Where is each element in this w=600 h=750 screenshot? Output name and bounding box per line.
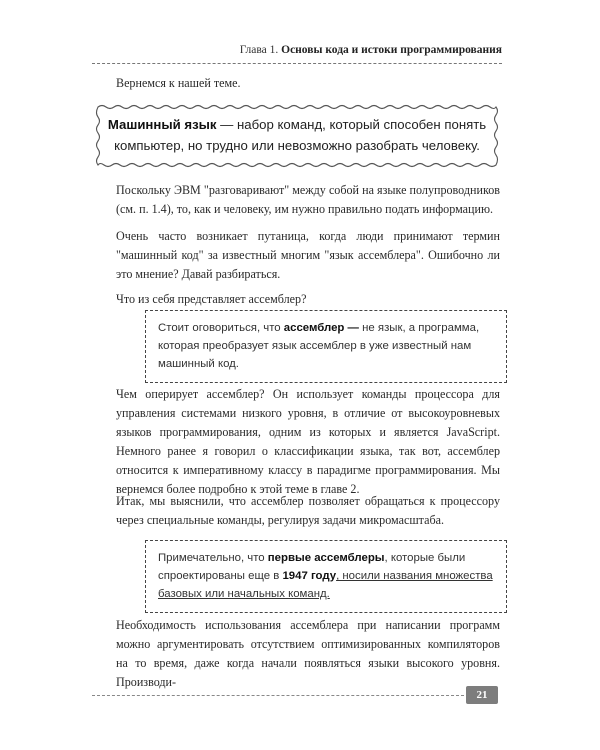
paragraph-3: Что из себя представляет ассемблер?	[116, 292, 307, 306]
note1-before: Стоит оговориться, что	[158, 322, 284, 334]
paragraph-1: Поскольку ЭВМ "разговаривают" между собой на языке полупроводников (см. п. 1.4), то, как и человеку, им нужно правильно подать информацию.	[116, 183, 500, 216]
page-number-badge: 21	[466, 686, 498, 704]
definition-text	[100, 114, 494, 156]
footer-divider	[92, 695, 464, 696]
note-box-first-assemblers	[145, 540, 507, 613]
paragraph-2: Очень часто возникает путаница, когда люди принимают термин "машинный код" за известный многим "язык ассемблера". Ошибочно ли это мнение? Давай разбираться.	[116, 229, 500, 281]
note2-bold2: 1947 году	[282, 570, 337, 582]
note1-after: не язык, а программа, которая преобразует язык ассемблер в уже известный нам машинный код.	[158, 322, 480, 370]
note-box-assembler	[145, 310, 507, 383]
chapter-title: Основы кода и истоки программирования	[281, 44, 502, 56]
paragraph-4: Чем оперирует ассемблер? Он использует команды процессора для управления системами низкого уровня, в отличие от высокоуровневых языков программирования, одним из которых и является JavaScript. Немного ранее я говорил о классификации языка, так вот, ассемблер относится к императивному классу в парадигме программирования. Мы вернемся более подробно к этой теме в главе 2.	[116, 387, 500, 496]
paragraph-6: Необходимость использования ассемблера при написании программ можно аргументировать отсутствием оптимизированных компиляторов на то время, даже когда начали появляться языки высокого уровня. Производи-	[116, 618, 500, 689]
chapter-label: Глава 1.	[239, 44, 279, 56]
note2-part3: , носили названия множества базовых или начальных команд.	[158, 570, 493, 600]
note2-bold1: первые ассемблеры	[267, 552, 385, 564]
definition-term: Машинный язык	[107, 117, 217, 132]
paragraph-5: Итак, мы выяснили, что ассемблер позволяет обращаться к процессору через специальные команды, регулируя задачи микромасштаба.	[116, 494, 500, 527]
header-divider	[92, 63, 502, 64]
intro-paragraph: Вернемся к нашей теме.	[116, 76, 241, 90]
note1-bold: ассемблер —	[283, 322, 363, 334]
note2-part2: , которые были спроектированы еще в	[158, 552, 466, 582]
definition-box	[92, 101, 502, 171]
definition-body: — набор команд, который способен понять компьютер, но трудно или невозможно разобрать человеку.	[114, 117, 487, 153]
running-header	[92, 44, 502, 56]
note2-part1: Примечательно, что	[158, 552, 268, 564]
